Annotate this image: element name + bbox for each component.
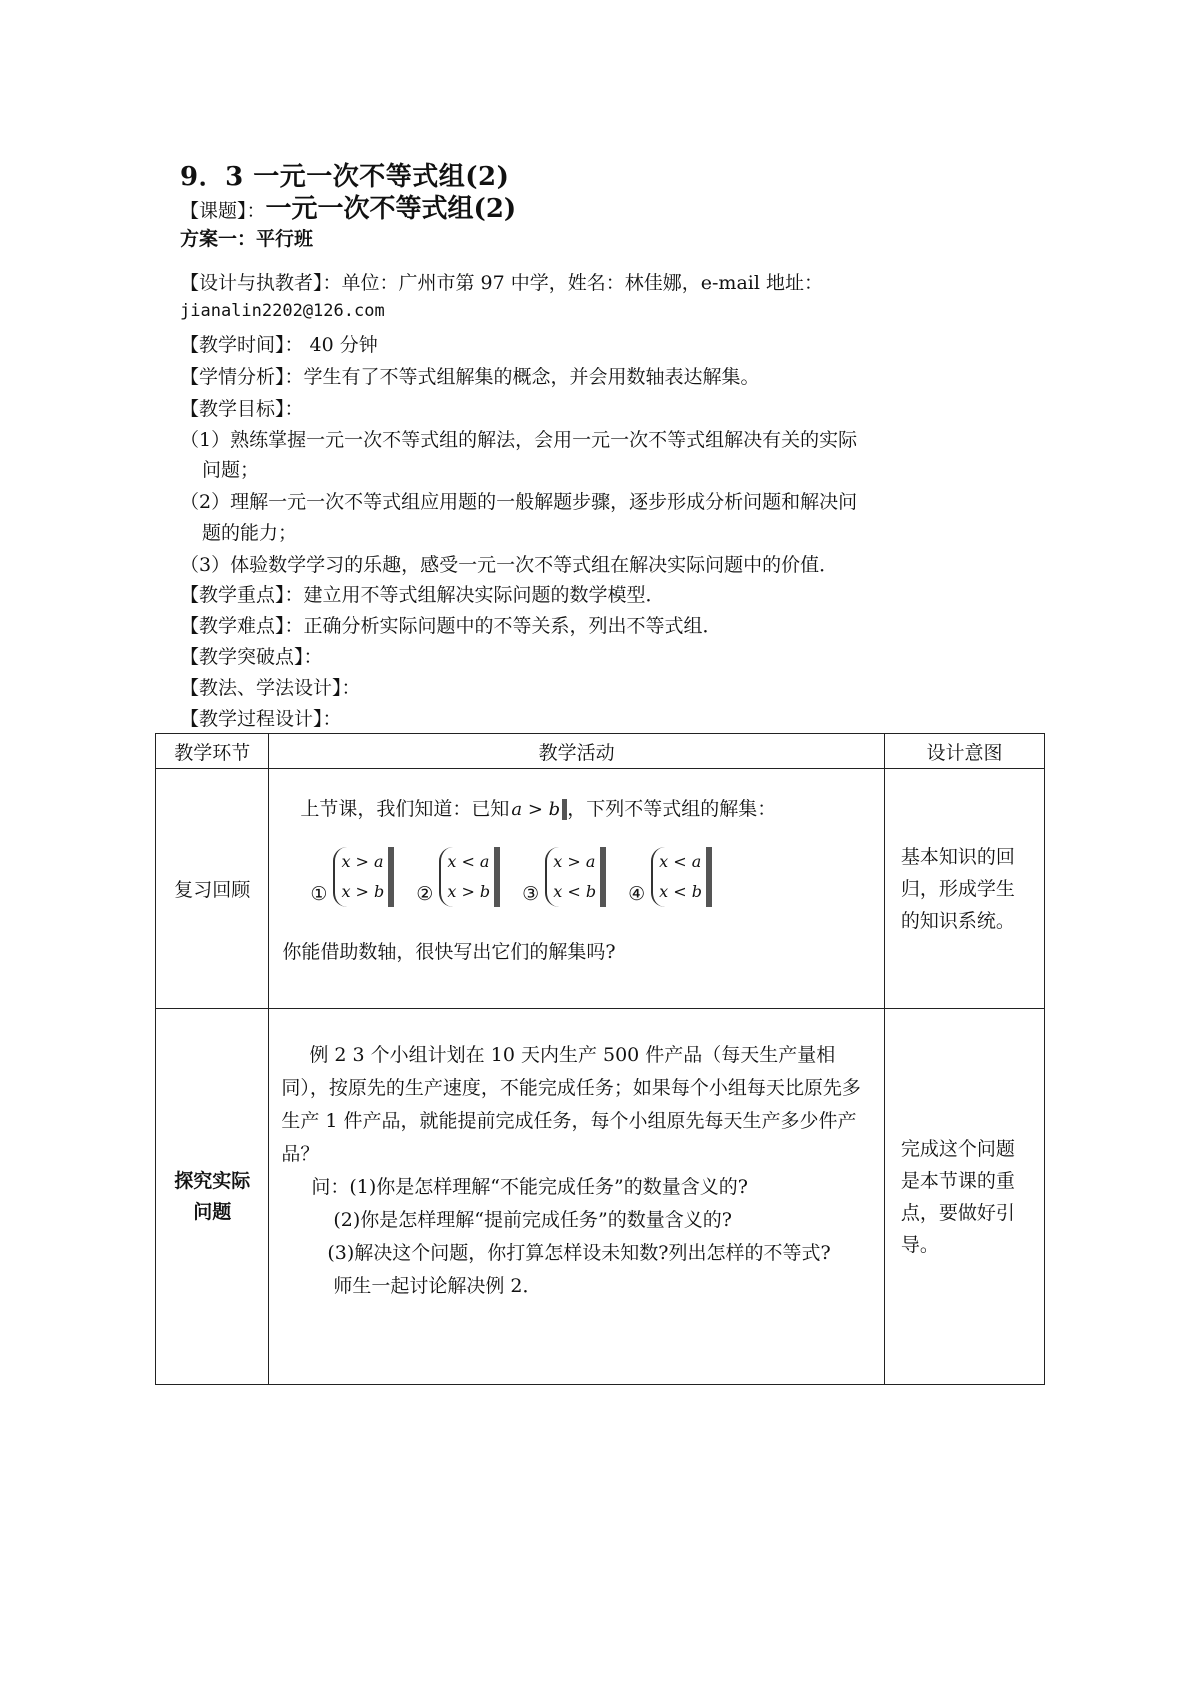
system-2 xyxy=(416,847,500,907)
system-line: x > a xyxy=(553,852,596,871)
question-3: (3)解决这个问题，你打算怎样设未知数?列出怎样的不等式? xyxy=(327,1242,831,1264)
table-row xyxy=(156,1009,1045,1385)
goals-label: 【教学目标】： xyxy=(180,398,304,420)
goal-1-cont: 问题； xyxy=(202,459,260,481)
header-intent: 设计意图 xyxy=(884,734,1044,769)
stage-explore: 探究实际问题 xyxy=(174,1169,251,1223)
header-activity: 教学活动 xyxy=(269,734,885,769)
process: 【教学过程设计】： xyxy=(180,708,342,730)
given-inequality: a > b xyxy=(509,799,567,820)
system-line: x < b xyxy=(659,882,702,901)
intent-cell xyxy=(884,769,1044,1009)
analysis-line: 【学情分析】：学生有了不等式组解集的概念，并会用数轴表达解集。 xyxy=(180,366,760,388)
system-number: ② xyxy=(416,883,434,905)
review-intro xyxy=(300,794,883,821)
intent-explore: 完成这个问题是本节课的重点，要做好引导。 xyxy=(900,1137,1015,1256)
breakthrough: 【教学突破点】： xyxy=(180,646,323,668)
question-1: 问：(1)你是怎样理解“不能完成任务”的数量含义的? xyxy=(311,1176,748,1198)
intro-text: 上节课，我们知道：已知 xyxy=(300,798,510,820)
goal-3: （3）体验数学学习的乐趣，感受一元一次不等式组在解决实际问题中的价值． xyxy=(180,554,839,576)
activity-cell xyxy=(269,1009,885,1385)
system-3 xyxy=(522,847,606,907)
table-header-row xyxy=(156,734,1045,769)
topic-label: 【课题】： xyxy=(180,200,266,222)
stage-cell xyxy=(156,769,269,1009)
intro-text-after: ，下列不等式组的解集： xyxy=(567,798,777,820)
stage-cell xyxy=(156,1009,269,1385)
difficulty: 【教学难点】：正确分析实际问题中的不等关系，列出不等式组． xyxy=(180,615,722,637)
system-line: x < a xyxy=(447,852,490,871)
system-line: x > b xyxy=(447,882,491,901)
plan-line: 方案一：平行班 xyxy=(180,228,314,250)
designer-line: 【设计与执教者】：单位：广州市第 97 中学，姓名：林佳娜，e-mail 地址： xyxy=(180,272,823,294)
activity-cell xyxy=(269,769,885,1009)
system-line: x > b xyxy=(341,882,385,901)
key-point: 【教学重点】：建立用不等式组解决实际问题的数学模型． xyxy=(180,584,665,606)
goal-2-cont: 题的能力； xyxy=(202,522,298,544)
goal-2: （2）理解一元一次不等式组应用题的一般解题步骤，逐步形成分析问题和解决问 xyxy=(180,491,858,513)
topic-value: 一元一次不等式组(2) xyxy=(265,194,517,224)
stage-review: 复习回顾 xyxy=(174,879,251,901)
example-2: 例 2 3 个小组计划在 10 天内生产 500 件产品（每天生产量相同），按原先的生产速度，不能完成任务；如果每个小组每天比原先多生产 1 件产品，就能提前完成任务，每个小组原先每天生产多少件产品？ xyxy=(281,1044,861,1165)
lesson-table xyxy=(155,733,1045,1385)
time-line: 【教学时间】： 40 分钟 xyxy=(180,334,378,356)
system-line: x > a xyxy=(341,852,384,871)
system-line: x < a xyxy=(659,852,702,871)
system-number: ③ xyxy=(522,883,540,905)
inequality-systems xyxy=(310,847,883,907)
email-line: jianalin2202@126.com xyxy=(180,301,385,321)
discussion-note: 师生一起讨论解决例 2． xyxy=(333,1275,542,1297)
header-stage: 教学环节 xyxy=(156,734,269,769)
topic-line xyxy=(180,188,516,225)
system-line: x < b xyxy=(553,882,597,901)
method: 【教法、学法设计】： xyxy=(180,677,361,699)
question-2: (2)你是怎样理解“提前完成任务”的数量含义的? xyxy=(333,1209,732,1231)
goal-1: （1）熟练掌握一元一次不等式组的解法，会用一元一次不等式组解决有关的实际 xyxy=(180,429,858,451)
system-number: ① xyxy=(310,883,328,905)
intent-review: 基本知识的回归，形成学生的知识系统。 xyxy=(900,845,1015,932)
review-question: 你能借助数轴，很快写出它们的解集吗? xyxy=(282,941,616,963)
system-4 xyxy=(628,847,712,907)
table-row xyxy=(156,769,1045,1009)
intent-cell xyxy=(884,1009,1044,1385)
section-title: 9．3 一元一次不等式组(2) xyxy=(180,162,510,192)
system-number: ④ xyxy=(628,883,646,905)
system-1 xyxy=(310,847,394,907)
